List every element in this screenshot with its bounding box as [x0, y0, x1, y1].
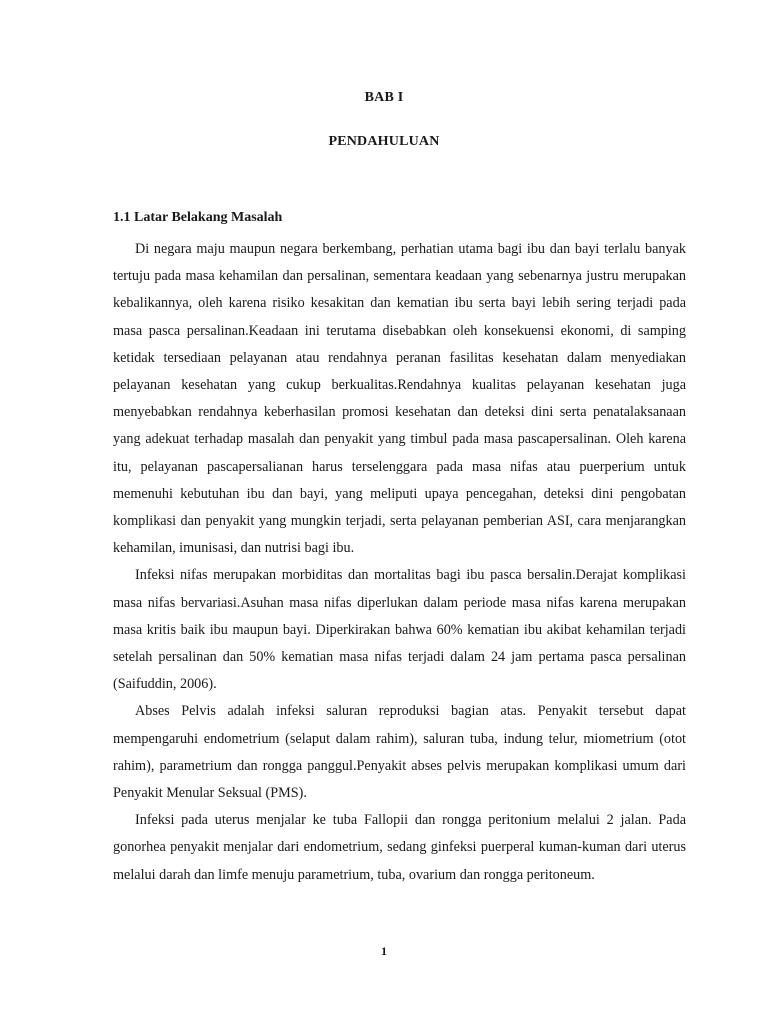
paragraph-2: Infeksi nifas merupakan morbiditas dan mortalitas bagi ibu pasca bersalin.Derajat komplikasi masa nifas bervariasi.Asuhan masa nifas diperlukan dalam periode masa nifas karena merupakan masa kritis baik ibu maupun bayi. Diperkirakan bahwa 60% kematian ibu akibat kehamilan terjadi setelah persalinan dan 50% kematian masa nifas terjadi dalam 24 jam pertama pasca persalinan (Saifuddin, 2006). [113, 567, 686, 693]
chapter-title: PENDAHULUAN [328, 134, 440, 149]
paragraph-1: Di negara maju maupun negara berkembang, perhatian utama bagi ibu dan bayi terlalu banyak tertuju pada masa kehamilan dan persalinan, sementara keadaan yang sebenarnya justru merupakan kebalikannya, oleh karena risiko kesakitan dan kematian ibu serta bayi lebih sering terjadi pada masa pasca persalinan.Keadaan ini terutama disebabkan oleh konsekuensi ekonomi, di samping ketidak tersediaan pelayanan atau rendahnya peranan fasilitas kesehatan dalam menyediakan pelayanan kesehatan yang cukup berkualitas.Rendahnya kualitas pelayanan kesehatan juga menyebabkan rendahnya keberhasilan promosi kesehatan dan deteksi dini serta penatalaksanaan yang adekuat terhadap masalah dan penyakit yang timbul pada masa pascapersalinan. Oleh karena itu, pelayanan pascapersalianan harus terselenggara pada masa nifas atau puerperium untuk memenuhi kebutuhan ibu dan bayi, yang meliputi upaya pencegahan, deteksi dini pengobatan komplikasi dan penyakit yang mungkin terjadi, serta pelayanan pemberian ASI, cara menjarangkan kehamilan, imunisasi, dan nutrisi bagi ibu. [113, 241, 686, 557]
paragraph-4: Infeksi pada uterus menjalar ke tuba Fallopii dan rongga peritonium melalui 2 jalan. Pada gonorhea penyakit menjalar dari endometrium, sedang ginfeksi puerperal kuman-kuman dari uterus melalui darah dan limfe menuju parametrium, tuba, ovarium dan rongga peritoneum. [113, 812, 686, 883]
chapter-number: BAB I [364, 90, 404, 105]
body-text [113, 236, 686, 889]
page-number: 1 [381, 944, 387, 958]
section-heading: 1.1 Latar Belakang Masalah [113, 210, 283, 225]
paragraph-3: Abses Pelvis adalah infeksi saluran reproduksi bagian atas. Penyakit tersebut dapat mempengaruhi endometrium (selaput dalam rahim), saluran tuba, indung telur, miometrium (otot rahim), parametrium dan rongga panggul.Penyakit abses pelvis merupakan komplikasi umum dari Penyakit Menular Seksual (PMS). [113, 703, 686, 802]
